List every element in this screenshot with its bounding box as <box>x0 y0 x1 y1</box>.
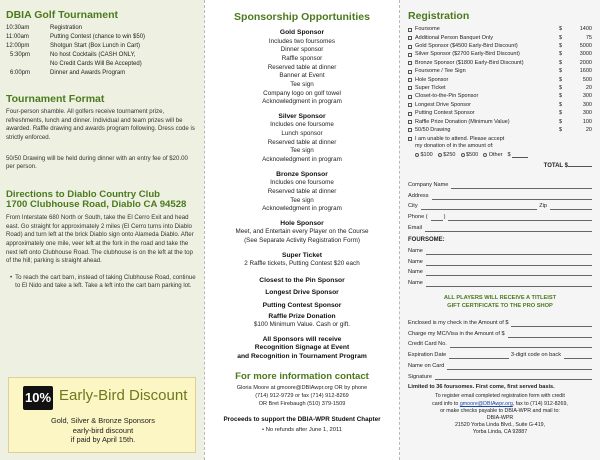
cart-barn-text: To reach the cart barn, instead of taking Clubhouse Road, continue to El Nido and take a left. Take a left into the cart barn parking lot. <box>15 273 196 290</box>
donation-text: I am unable to attend. Please accept <box>415 135 505 142</box>
registration-item[interactable] <box>408 42 592 50</box>
checkbox[interactable] <box>408 120 412 124</box>
raffle-prize <box>205 313 399 330</box>
email-link[interactable]: gmoore@DBIAwpr.org <box>459 400 513 407</box>
registration-item[interactable] <box>408 109 592 117</box>
foursome-fields <box>408 244 592 287</box>
refunds-note <box>205 427 399 435</box>
field-line[interactable] <box>511 321 592 327</box>
silver-sponsor <box>205 113 399 165</box>
schedule-event: No Credit Cards Will Be Accepted) <box>50 60 142 67</box>
item-label: Bronze Sponsor ($1800 Early-Bird Discount) <box>415 59 524 66</box>
silver-benefit: Reserved table at dinner <box>267 138 337 146</box>
option-label: Other <box>488 151 503 158</box>
zip-line[interactable] <box>550 204 592 210</box>
radio-icon[interactable] <box>438 153 442 157</box>
field-label: ) <box>443 214 446 221</box>
gold-benefit: Reserved table at dinner <box>267 63 337 71</box>
field-label: Name <box>408 258 423 265</box>
field-label: Charge my MC/Visa in the Amount of $ <box>408 330 505 337</box>
field-line[interactable] <box>449 353 509 359</box>
item-amount: 2000 <box>579 59 592 66</box>
club-address: 1700 Clubhouse Road, Diablo CA 94528 <box>6 199 187 211</box>
registration-item[interactable] <box>408 34 592 42</box>
donation-other-amount[interactable] <box>508 152 529 159</box>
total-line[interactable] <box>568 162 592 167</box>
email-field[interactable] <box>408 221 592 232</box>
cart-barn-note <box>6 274 198 291</box>
schedule-time: 5:30pm <box>10 51 31 58</box>
item-amount: 100 <box>582 118 592 125</box>
gold-benefit: Raffle sponsor <box>281 54 323 62</box>
check-amount-field[interactable] <box>408 316 592 327</box>
mailing-address: 21520 Yorba Linda Blvd., Suite G-419, <box>454 422 546 429</box>
field-label: Credit Card No. <box>408 341 447 348</box>
currency-symbol: $ <box>559 76 563 83</box>
early-bird-line: early-bird discount <box>72 425 134 435</box>
contact-line: Gloria Moore at gmoore@DBIAwpr.org OR by phone <box>236 385 368 392</box>
closest-pin-heading: Closest to the Pin Sponsor <box>259 276 345 284</box>
tournament-format-text: Four-person shamble. All golfers receive tournament prize, refreshments, lunch and dinner. Individual and team prizes will be awarded. Raffle drawing and awards program following. Dress code is strictly enforced. <box>6 108 195 141</box>
proceeds-note: Proceeds to support the DBIA-WPR Student Chapter <box>223 416 381 424</box>
field-label: Signature <box>408 373 432 380</box>
item-amount: 300 <box>582 101 592 108</box>
schedule <box>6 25 198 78</box>
donation-250[interactable] <box>438 152 456 159</box>
city-zip-field[interactable] <box>408 200 592 211</box>
directions-title: Directions to Diablo Country Club <box>6 188 161 200</box>
checkbox[interactable] <box>408 112 412 116</box>
left-column <box>0 0 204 460</box>
gold-benefit: Includes two foursomes <box>268 37 336 45</box>
mailing-address: DBIA-WPR <box>486 414 514 421</box>
instruction-text: card info to <box>432 400 460 407</box>
schedule-time: 6:00pm <box>10 70 31 77</box>
field-line[interactable] <box>448 215 592 221</box>
charge-amount-field[interactable] <box>408 327 592 338</box>
item-label: Additional Person Banquet Only <box>415 34 493 41</box>
item-label: Super Ticket <box>415 85 446 92</box>
registration-item[interactable] <box>408 76 592 84</box>
bronze-benefit: Acknowledgment in program <box>262 205 342 213</box>
contact-line: OR Bret Firebaugh (510) 379-1509 <box>258 400 346 407</box>
checkbox[interactable] <box>408 70 412 74</box>
field-label: City <box>408 203 418 210</box>
credit-card-field[interactable] <box>408 338 592 349</box>
checkbox[interactable] <box>408 128 412 132</box>
other-amount-line[interactable] <box>512 153 528 158</box>
cvv-line[interactable] <box>564 353 592 359</box>
currency-symbol: $ <box>559 85 563 92</box>
checkbox[interactable] <box>408 95 412 99</box>
field-line[interactable] <box>432 194 592 200</box>
item-label: Foursome <box>415 26 440 33</box>
contest-sponsors <box>205 275 399 313</box>
name-on-card-field[interactable] <box>408 359 592 370</box>
hole-benefit: (See Separate Activity Registration Form) <box>244 237 360 244</box>
currency-symbol: $ <box>559 51 563 58</box>
putting-contest-heading: Putting Contest Sponsor <box>262 302 342 310</box>
checkbox[interactable] <box>408 61 412 65</box>
all-sponsors-line: Recognition Signage at Event <box>254 344 350 352</box>
item-amount: 20 <box>585 85 592 92</box>
player-name-field[interactable] <box>408 244 592 255</box>
item-label: Raffle Prize Donation (Minimum Value) <box>415 118 510 125</box>
field-line[interactable] <box>425 226 592 232</box>
gold-benefit: Tee sign <box>290 80 314 88</box>
item-label: Hole Sponsor <box>415 76 449 83</box>
checkbox[interactable] <box>408 137 412 141</box>
super-ticket-heading: Super Ticket <box>281 251 323 259</box>
field-line[interactable] <box>426 249 592 255</box>
schedule-event: No host Cocktails (CASH ONLY, <box>50 51 136 58</box>
registration-item[interactable] <box>408 101 592 109</box>
field-line[interactable] <box>435 374 592 380</box>
silver-benefit: Includes one foursome <box>270 121 334 129</box>
all-sponsors-line: and Recognition in Tournament Program <box>237 352 367 360</box>
currency-symbol: $ <box>559 126 563 133</box>
currency-symbol: $ <box>559 118 563 125</box>
limit-note: Limited to 36 foursomes. First come, first served basis. <box>408 384 555 391</box>
drawing-text: 50/50 Drawing will be held during dinner with an entry fee of $20.00 per person. <box>6 154 188 171</box>
schedule-event: Dinner and Awards Program <box>50 70 126 77</box>
longest-drive-heading: Longest Drive Sponsor <box>265 289 339 297</box>
player-name-field[interactable] <box>408 266 592 277</box>
super-ticket <box>205 252 399 269</box>
registration-item[interactable] <box>408 26 592 34</box>
donation-option[interactable] <box>408 136 592 143</box>
directions-text: From Interstate 680 North or South, take the El Cerro Exit and head east. Go straight for approximately 2 miles (El Cerro turns into Diablo Road) and turn left at the brick Diablo sign onto Alameda Diablo. After approximately one mile, veer left at the fork in the road and take the next left onto Clubhouse Road. The clubhouse is on the left at the top of the hill; parking is straight ahead. <box>6 214 194 265</box>
field-line[interactable] <box>447 364 592 370</box>
total-field[interactable] <box>408 162 592 171</box>
registration-item[interactable] <box>408 84 592 92</box>
gold-sponsor <box>205 29 399 107</box>
right-column <box>400 0 600 460</box>
payment-fields <box>408 316 592 380</box>
gold-sponsor-heading: Gold Sponsor <box>279 29 325 37</box>
item-label: Silver Sponsor ($2700 Early-Bird Discount) <box>415 51 520 58</box>
sponsorship-title: Sponsorship Opportunities <box>234 11 370 23</box>
bronze-sponsor <box>205 171 399 214</box>
tournament-format-title: Tournament Format <box>6 92 105 105</box>
schedule-time: 10:30am <box>6 24 30 31</box>
registration-item[interactable] <box>408 118 592 126</box>
field-line[interactable] <box>508 332 592 338</box>
instruction-text: , fax to (714) 912-8269, <box>512 400 568 407</box>
bullet-icon: • <box>10 273 13 281</box>
player-name-field[interactable] <box>408 255 592 266</box>
currency-symbol: $ <box>559 110 563 117</box>
registration-item[interactable] <box>408 126 592 134</box>
bullet-icon: • <box>262 427 265 434</box>
field-label: Email <box>408 224 422 231</box>
option-label: $500 <box>466 151 479 158</box>
currency-symbol: $ <box>559 26 563 33</box>
item-label: Foursome / Tee Sign <box>415 68 466 75</box>
registration-items <box>408 26 592 135</box>
super-ticket-detail: 2 Raffle tickets, Putting Contest $20 each <box>244 260 360 268</box>
player-name-field[interactable] <box>408 276 592 287</box>
field-label: Name on Card <box>408 362 445 369</box>
registration-item[interactable] <box>408 68 592 76</box>
checkbox[interactable] <box>408 36 412 40</box>
registration-item[interactable] <box>408 59 592 67</box>
checkbox[interactable] <box>408 53 412 57</box>
field-line[interactable] <box>426 260 592 266</box>
silver-sponsor-heading: Silver Sponsor <box>278 113 326 120</box>
refunds-text: No refunds after June 1, 2011 <box>265 427 342 434</box>
contact-line: (714) 912-9729 or fax (714) 912-8269 <box>255 392 349 399</box>
schedule-time: 11:00am <box>6 33 29 40</box>
option-label: $250 <box>443 151 456 158</box>
item-label: Closet-to-the-Pin Sponsor <box>415 93 479 100</box>
item-label: Longest Drive Sponsor <box>415 101 471 108</box>
hole-sponsor <box>205 220 399 246</box>
address-field[interactable] <box>408 189 592 200</box>
discount-badge: 10% <box>23 386 53 410</box>
titleist-line: GIFT CERTIFICATE TO THE PRO SHOP <box>447 302 553 309</box>
field-label: Name <box>408 247 423 254</box>
company-name-field[interactable] <box>408 178 592 189</box>
item-label: 50/50 Drawing <box>415 126 451 133</box>
radio-icon[interactable] <box>415 153 419 157</box>
contact-title: For more information contact <box>235 371 369 383</box>
bronze-sponsor-heading: Bronze Sponsor <box>276 170 328 178</box>
early-bird-title: Early-Bird Discount <box>59 387 188 404</box>
item-amount: 3000 <box>579 51 592 58</box>
field-label: Expiration Date <box>408 352 447 359</box>
checkbox[interactable] <box>408 86 412 90</box>
donation-text-2: my donation of in the amount of: <box>415 142 494 149</box>
donation-amounts <box>408 152 592 159</box>
item-amount: 5000 <box>579 43 592 50</box>
field-label: Address <box>408 192 429 199</box>
registration-item[interactable] <box>408 93 592 101</box>
field-label: Company Name <box>408 182 449 188</box>
middle-column <box>204 0 400 460</box>
early-bird-line: if paid by April 15th. <box>70 435 136 445</box>
hole-benefit: Meet, and Entertain every Player on the Course <box>235 228 369 236</box>
currency-symbol: $ <box>559 68 563 75</box>
instruction-line: or make checks payable to DBIA-WPR and mail to: <box>440 407 560 414</box>
hole-sponsor-heading: Hole Sponsor <box>280 219 324 227</box>
titleist-line: ALL PLAYERS WILL RECEIVE A TITLEIST <box>443 294 557 301</box>
schedule-event: Shotgun Start (Box Lunch in Cart) <box>50 42 141 49</box>
early-bird-box <box>8 377 196 453</box>
raffle-prize-detail: $100 Minimum Value. Cash or gift. <box>253 321 351 329</box>
all-sponsors-note <box>205 336 399 361</box>
item-amount: 20 <box>585 126 592 133</box>
currency-symbol: $ <box>559 93 563 100</box>
field-label: Phone ( <box>408 214 428 221</box>
currency-symbol: $ <box>559 34 563 41</box>
field-line[interactable] <box>451 183 592 189</box>
area-code-line[interactable] <box>431 215 443 221</box>
instruction-line: To register email completed registration form with credit <box>435 393 565 400</box>
field-label: Name <box>408 280 423 286</box>
total-label: TOTAL $ <box>543 162 568 169</box>
bronze-benefit: Reserved table at dinner <box>267 187 337 195</box>
titleist-note <box>408 295 592 310</box>
radio-icon[interactable] <box>461 153 465 157</box>
item-amount: 300 <box>582 93 592 100</box>
field-line[interactable] <box>426 281 592 287</box>
item-amount: 500 <box>582 76 592 83</box>
schedule-time <box>6 61 48 69</box>
bronze-benefit: Tee sign <box>290 196 314 204</box>
phone-field[interactable] <box>408 210 592 221</box>
field-label: Name <box>408 269 423 276</box>
currency-symbol: $ <box>559 43 563 50</box>
checkbox[interactable] <box>408 28 412 32</box>
early-bird-text <box>9 416 197 445</box>
schedule-event: Putting Contest (chance to win $50) <box>50 33 146 40</box>
contact-fields <box>408 178 592 231</box>
gold-benefit: Company logo on golf towel <box>263 89 341 97</box>
mailing-address: Yorba Linda, CA 92887 <box>472 429 528 436</box>
checkbox[interactable] <box>408 45 412 49</box>
gold-benefit: Dinner sponsor <box>280 46 324 54</box>
golf-tournament-title: DBIA Golf Tournament <box>6 9 118 21</box>
gold-benefit: Banner at Event <box>279 72 325 80</box>
registration-title: Registration <box>408 10 470 22</box>
checkbox[interactable] <box>408 103 412 107</box>
donation-500[interactable] <box>461 152 479 159</box>
field-label: Enclosed is my check in the Amount of $ <box>408 320 509 327</box>
item-label: Putting Contest Sponsor <box>415 110 475 117</box>
option-label: $ <box>507 151 511 158</box>
item-amount: 75 <box>585 34 592 41</box>
field-line[interactable] <box>426 270 592 276</box>
all-sponsors-line: All Sponsors will receive <box>262 336 342 344</box>
field-line[interactable] <box>450 342 592 348</box>
city-line[interactable] <box>421 204 538 210</box>
item-amount: 300 <box>582 110 592 117</box>
foursome-heading: FOURSOME: <box>408 236 445 243</box>
signature-field[interactable] <box>408 370 592 381</box>
early-bird-line: Gold, Silver & Bronze Sponsors <box>51 416 155 425</box>
silver-benefit: Tee sign <box>290 147 314 155</box>
silver-benefit: Acknowledgment in program <box>262 156 342 164</box>
registration-instructions <box>408 393 592 436</box>
field-label: Zip <box>539 203 547 210</box>
instruction-line <box>408 401 592 408</box>
schedule-time: 12:00pm <box>6 42 30 49</box>
option-label: $100 <box>420 151 433 158</box>
currency-symbol: $ <box>559 101 563 108</box>
expiration-field[interactable] <box>408 348 592 359</box>
raffle-prize-heading: Raffle Prize Donation <box>268 312 336 320</box>
bronze-benefit: Includes one foursome <box>270 179 334 187</box>
item-label: Gold Sponsor ($4500 Early-Bird Discount) <box>415 43 518 50</box>
item-amount: 1600 <box>579 68 592 75</box>
registration-item[interactable] <box>408 51 592 59</box>
silver-benefit: Lunch sponsor <box>281 130 323 138</box>
contact-info <box>205 385 399 408</box>
currency-symbol: $ <box>559 59 563 66</box>
schedule-event: Registration <box>50 24 83 31</box>
field-label: 3-digit code on back <box>510 352 561 359</box>
gold-benefit: Acknowledgment in program <box>262 98 342 106</box>
donation-other[interactable] <box>483 152 502 159</box>
checkbox[interactable] <box>408 78 412 82</box>
radio-icon[interactable] <box>483 153 487 157</box>
donation-100[interactable] <box>415 152 433 159</box>
item-amount: 1400 <box>579 26 592 33</box>
